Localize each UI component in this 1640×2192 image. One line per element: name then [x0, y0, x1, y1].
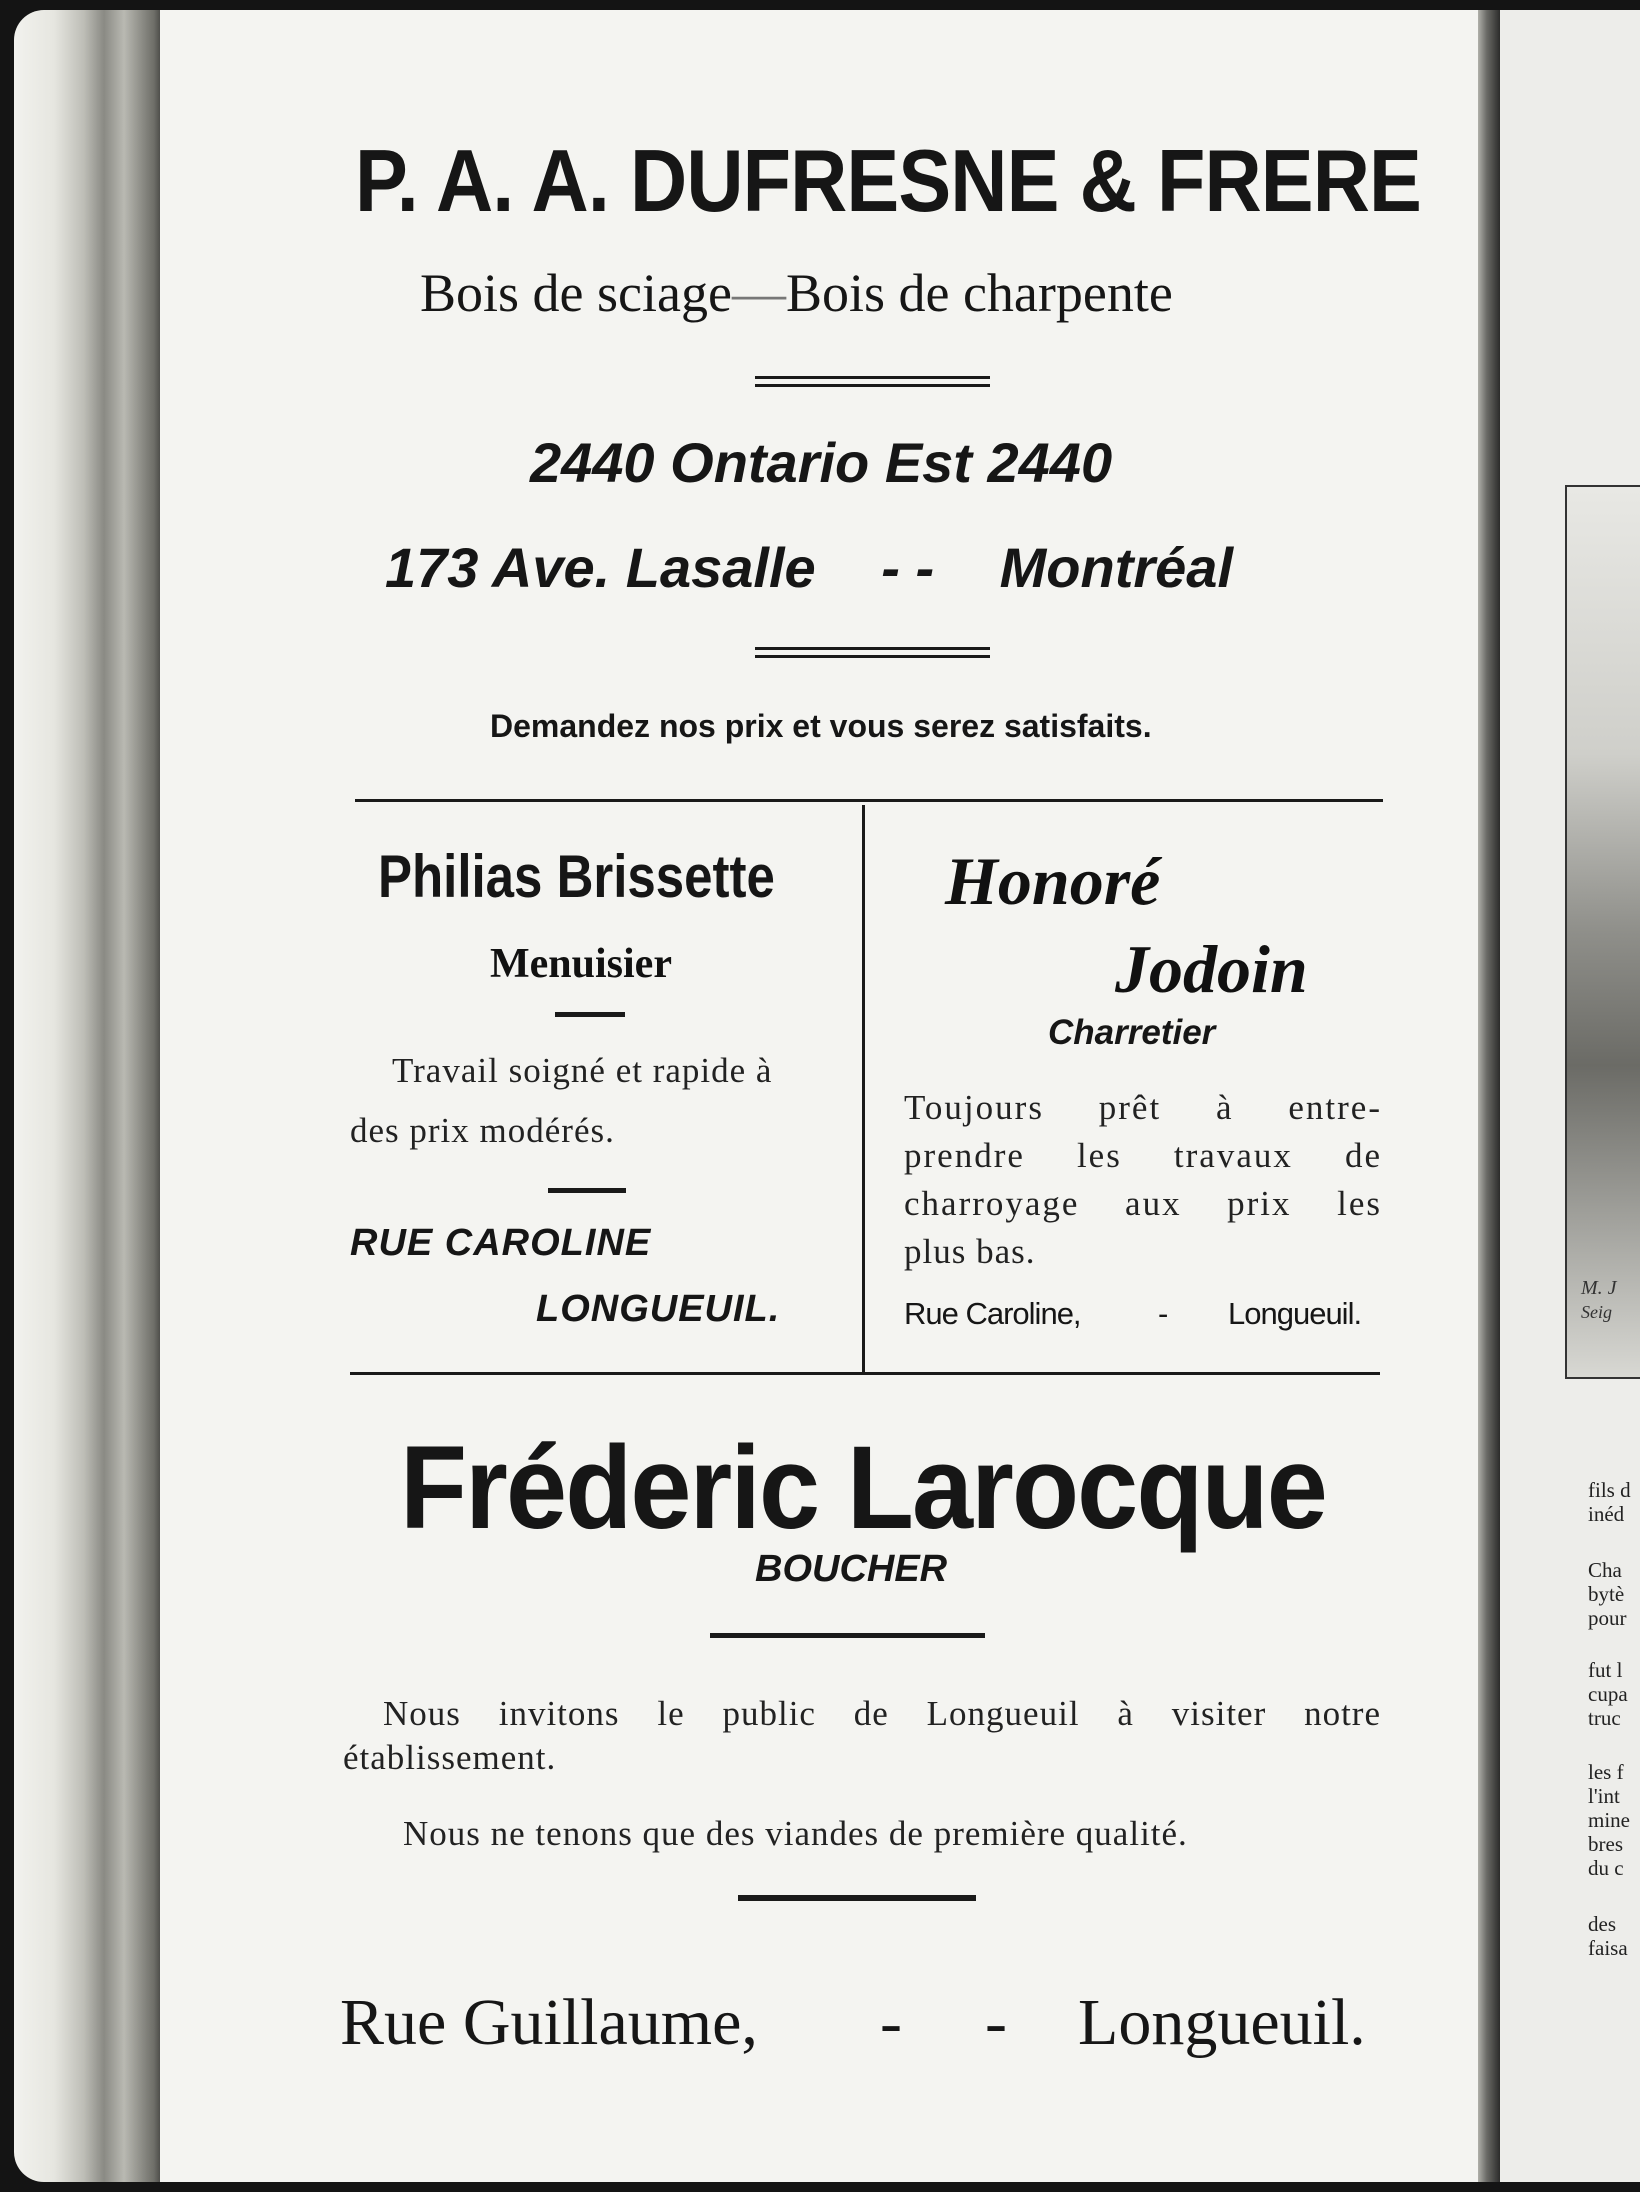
brissette-street: RUE CAROLINE: [350, 1222, 652, 1264]
jodoin-body-line4: plus bas.: [904, 1232, 1036, 1271]
short-rule: [710, 1633, 985, 1638]
facing-text-line: fut l: [1588, 1658, 1623, 1682]
brissette-body-line1: Travail soigné et rapide à: [392, 1051, 773, 1090]
dufresne-address-city: Montréal: [999, 536, 1234, 599]
dufresne-slogan: Demandez nos prix et vous serez satisfaits.: [490, 708, 1152, 744]
brissette-name: Philias Brissette: [378, 843, 775, 910]
dufresne-address-street: 173 Ave. Lasalle: [385, 536, 816, 599]
jodoin-body-line3: charroyage aux prix les: [904, 1184, 1382, 1223]
photo-caption-line2: Seig: [1581, 1302, 1612, 1322]
short-rule: [555, 1012, 625, 1017]
double-rule: [755, 376, 990, 387]
larocque-separator-1: -: [880, 1986, 902, 2059]
double-rule: [755, 647, 990, 658]
dufresne-address-line1: 2440 Ontario Est 2440: [530, 431, 1113, 494]
brissette-trade: Menuisier: [490, 941, 672, 987]
dufresne-address-separator: - -: [881, 536, 935, 599]
larocque-street: Rue Guillaume,: [340, 1986, 758, 2059]
dufresne-tagline: [420, 262, 1340, 324]
photo-caption-line1: M. J: [1581, 1277, 1617, 1299]
brissette-city: LONGUEUIL.: [536, 1288, 781, 1330]
facing-text-line: les f: [1588, 1760, 1624, 1784]
facing-text-line: bres: [1588, 1832, 1623, 1856]
dufresne-tagline-separator: —: [731, 263, 786, 323]
larocque-city: Longueuil.: [1078, 1986, 1366, 2059]
section-divider-bottom: [350, 1372, 1380, 1375]
larocque-trade: BOUCHER: [755, 1548, 948, 1590]
jodoin-body-line2: prendre les travaux de: [904, 1136, 1382, 1175]
dufresne-tagline-left: Bois de sciage: [420, 263, 732, 323]
facing-text-line: truc: [1588, 1706, 1621, 1730]
short-rule: [548, 1188, 626, 1193]
larocque-body-line2: établissement.: [343, 1738, 557, 1777]
jodoin-body-line1: Toujours prêt à entre-: [904, 1088, 1382, 1127]
jodoin-street: Rue Caroline,: [904, 1296, 1081, 1331]
larocque-separator-2: -: [985, 1986, 1007, 2059]
dufresne-address-line2: [385, 535, 1233, 600]
short-rule: [738, 1895, 976, 1901]
jodoin-first-name: Honoré: [945, 843, 1161, 919]
facing-text-line: pour: [1588, 1606, 1627, 1630]
facing-text-line: cupa: [1588, 1682, 1628, 1706]
facing-text-line: l'int: [1588, 1784, 1620, 1808]
facing-text-line: fils d: [1588, 1478, 1631, 1502]
facing-page-photo: [1565, 485, 1640, 1379]
brissette-body-line2: des prix modérés.: [350, 1111, 615, 1150]
facing-text-line: du c: [1588, 1856, 1624, 1880]
facing-text-line: des: [1588, 1912, 1616, 1936]
jodoin-city: Longueuil.: [1228, 1296, 1362, 1331]
larocque-body-line3: Nous ne tenons que des viandes de première qualité.: [403, 1814, 1188, 1853]
section-divider-top: [355, 799, 1383, 802]
jodoin-last-name: Jodoin: [1115, 931, 1308, 1007]
jodoin-separator: -: [1158, 1296, 1169, 1331]
facing-text-line: Cha: [1588, 1558, 1622, 1582]
dufresne-tagline-right: Bois de charpente: [785, 263, 1173, 323]
book-gutter: [1478, 10, 1500, 2182]
column-divider: [862, 805, 865, 1373]
dufresne-company-name: P. A. A. DUFRESNE & FRERE: [355, 131, 1421, 230]
facing-text-line: inéd: [1588, 1502, 1625, 1526]
facing-text-line: bytè: [1588, 1582, 1625, 1606]
facing-text-line: mine: [1588, 1808, 1630, 1832]
jodoin-trade: Charretier: [1048, 1013, 1216, 1052]
larocque-name: Fréderic Larocque: [400, 1422, 1326, 1554]
facing-text-line: faisa: [1588, 1936, 1628, 1960]
book-page-edges: [14, 10, 164, 2182]
larocque-body-line1: Nous invitons le public de Longueuil à visiter notre: [383, 1694, 1381, 1733]
